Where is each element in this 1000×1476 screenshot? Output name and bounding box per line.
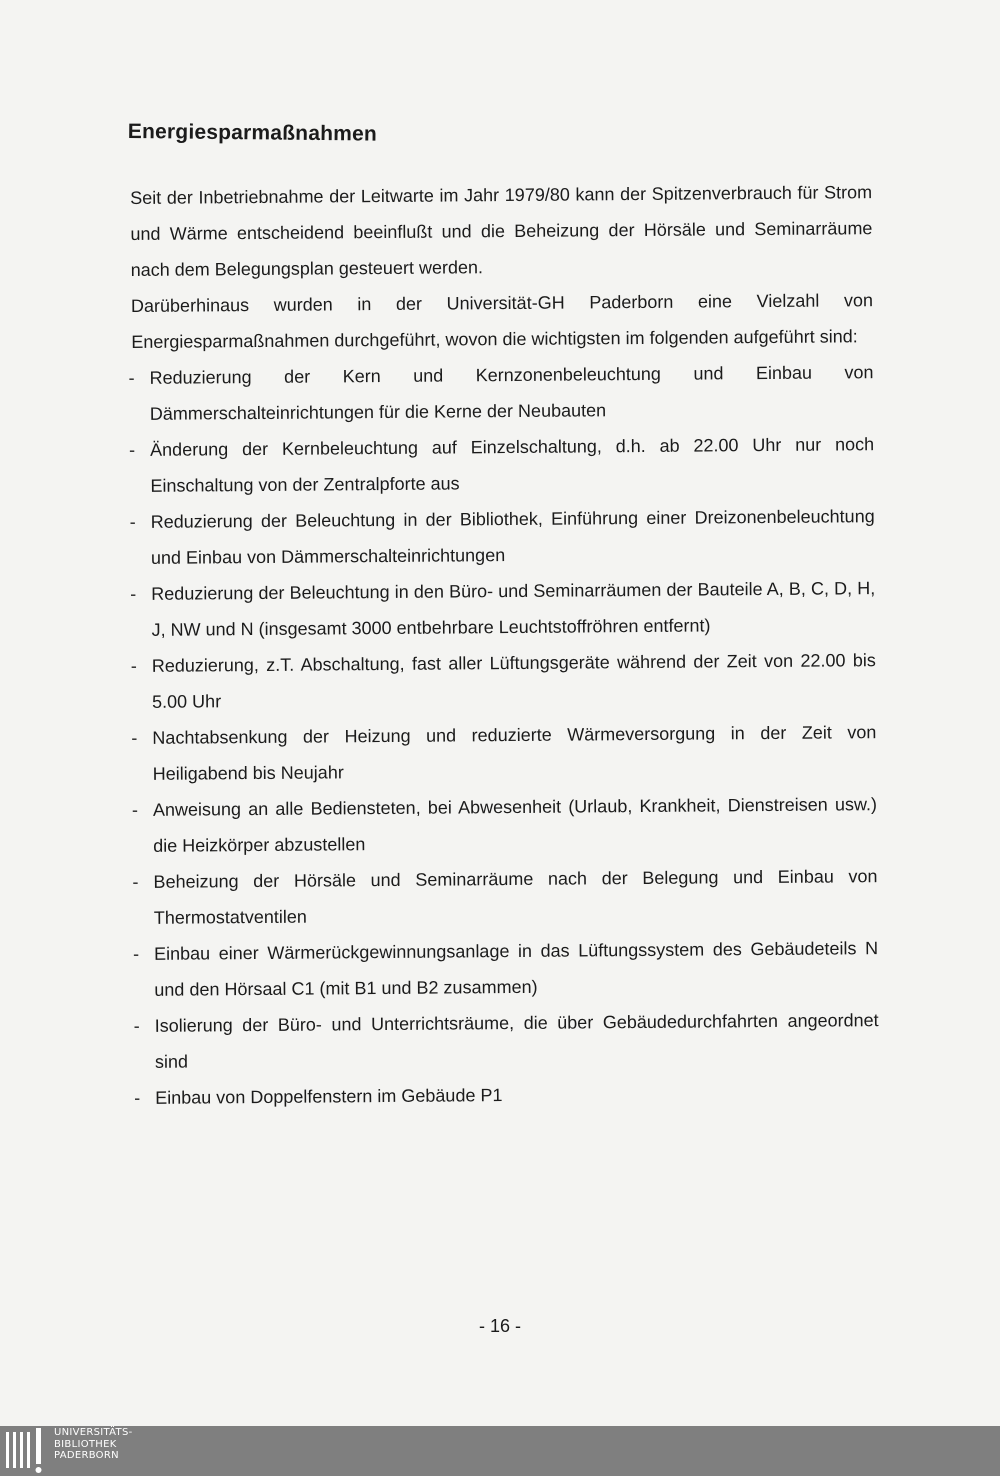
list-item	[133, 930, 879, 1008]
bullet-dash: -	[132, 871, 139, 893]
list-item-text: Einbau einer Wärmerückgewinnungsanlage in das Lüftungssystem des Gebäudeteils N und den Hörsaal C1 (mit B1 und B2 zusammen)	[153, 938, 879, 1000]
logo-bar	[6, 1432, 9, 1468]
library-name	[54, 1427, 133, 1462]
list-item	[129, 498, 876, 576]
list-item-text: Reduzierung, z.T. Abschaltung, fast aller Lüftungsgeräte während der Zeit von 22.00 bis 5.00 Uhr	[151, 650, 876, 712]
bullet-dash: -	[129, 439, 136, 461]
bullet-dash: -	[131, 799, 139, 821]
library-footer-bar	[0, 1426, 1000, 1476]
logo-bar	[36, 1428, 41, 1464]
list-item-text: Anweisung an alle Bediensteten, bei Abwesenheit (Urlaub, Krankheit, Dienstreisen usw.) die Heizkörper abzustellen	[152, 794, 878, 856]
paragraph-intro: Seit der Inbetriebnahme der Leitwarte im Jahr 1979/80 kann der Spitzenverbrauch für Strom und Wärme entscheidend beeinflußt und die Beheizung der Hörsäle und Seminarräume nach dem Belegungsplan gesteuert werden.	[130, 182, 873, 280]
bullet-dash: -	[133, 943, 140, 964]
bullet-dash: -	[133, 1015, 140, 1036]
list-item	[130, 570, 876, 648]
list-item-text: Reduzierung der Beleuchtung in den Büro- und Seminarräumen der Bauteile A, B, C, D, H, J, NW und N (insgesamt 3000 entbehrbare Leuchtstoffröhren entfernt)	[151, 578, 876, 640]
measures-list	[128, 354, 879, 1116]
bullet-dash: -	[130, 583, 137, 605]
list-item-text: Nachtabsenkung der Heizung und reduzierte Wärmeversorgung in der Zeit von Heiligabend bis Neujahr	[152, 722, 877, 784]
page-heading: Energiesparmaßnahmen	[127, 120, 378, 146]
library-name-line: PADERBORN	[54, 1450, 119, 1461]
library-name-line: UNIVERSITÄTS-	[54, 1427, 133, 1438]
body-text	[130, 174, 879, 1116]
paragraph-measures-intro: Darüberhinaus wurden in der Universität-GH Paderborn eine Vielzahl von Energiesparmaßnahmen durchgeführt, wovon die wichtigsten im folgenden aufgeführt sind:	[130, 290, 874, 352]
list-item	[133, 1002, 880, 1080]
list-item	[131, 714, 877, 792]
list-item	[134, 1074, 879, 1116]
list-item-text: Isolierung der Büro- und Unterrichtsräume, die über Gebäudedurchfahrten angeordnet sind	[154, 1010, 879, 1072]
list-item-text: Einbau von Doppelfenstern im Gebäude P1	[155, 1085, 503, 1108]
list-item	[132, 858, 878, 936]
list-item-text: Reduzierung der Kern und Kernzonenbeleuchtung und Einbau von Dämmerschalteinrichtungen für die Kerne der Neubauten	[149, 362, 874, 424]
list-item	[129, 426, 875, 504]
logo-dot	[36, 1467, 42, 1473]
library-name-line: BIBLIOTHEK	[54, 1438, 117, 1450]
page-number: - 16 -	[478, 1316, 521, 1336]
logo-bar	[13, 1432, 16, 1468]
bullet-dash: -	[129, 511, 136, 533]
bullet-dash: -	[128, 367, 135, 389]
bullet-dash: -	[130, 655, 137, 677]
list-item-text: Reduzierung der Beleuchtung in der Bibliothek, Einführung einer Dreizonenbeleuchtung und Einbau von Dämmerschalteinrichtungen	[150, 506, 875, 568]
list-item-text: Beheizung der Hörsäle und Seminarräume nach der Belegung und Einbau von Thermostatventilen	[153, 866, 878, 928]
list-item	[130, 642, 877, 720]
logo-bar	[20, 1432, 23, 1468]
bullet-dash: -	[131, 727, 138, 749]
library-logo-icon	[6, 1428, 50, 1474]
logo-bar	[27, 1432, 30, 1468]
list-item-text: Änderung der Kernbeleuchtung auf Einzelschaltung, d.h. ab 22.00 Uhr nur noch Einschaltung von der Zentralpforte aus	[150, 434, 875, 496]
list-item	[131, 786, 878, 864]
bullet-dash: -	[134, 1087, 141, 1108]
list-item	[128, 354, 874, 432]
